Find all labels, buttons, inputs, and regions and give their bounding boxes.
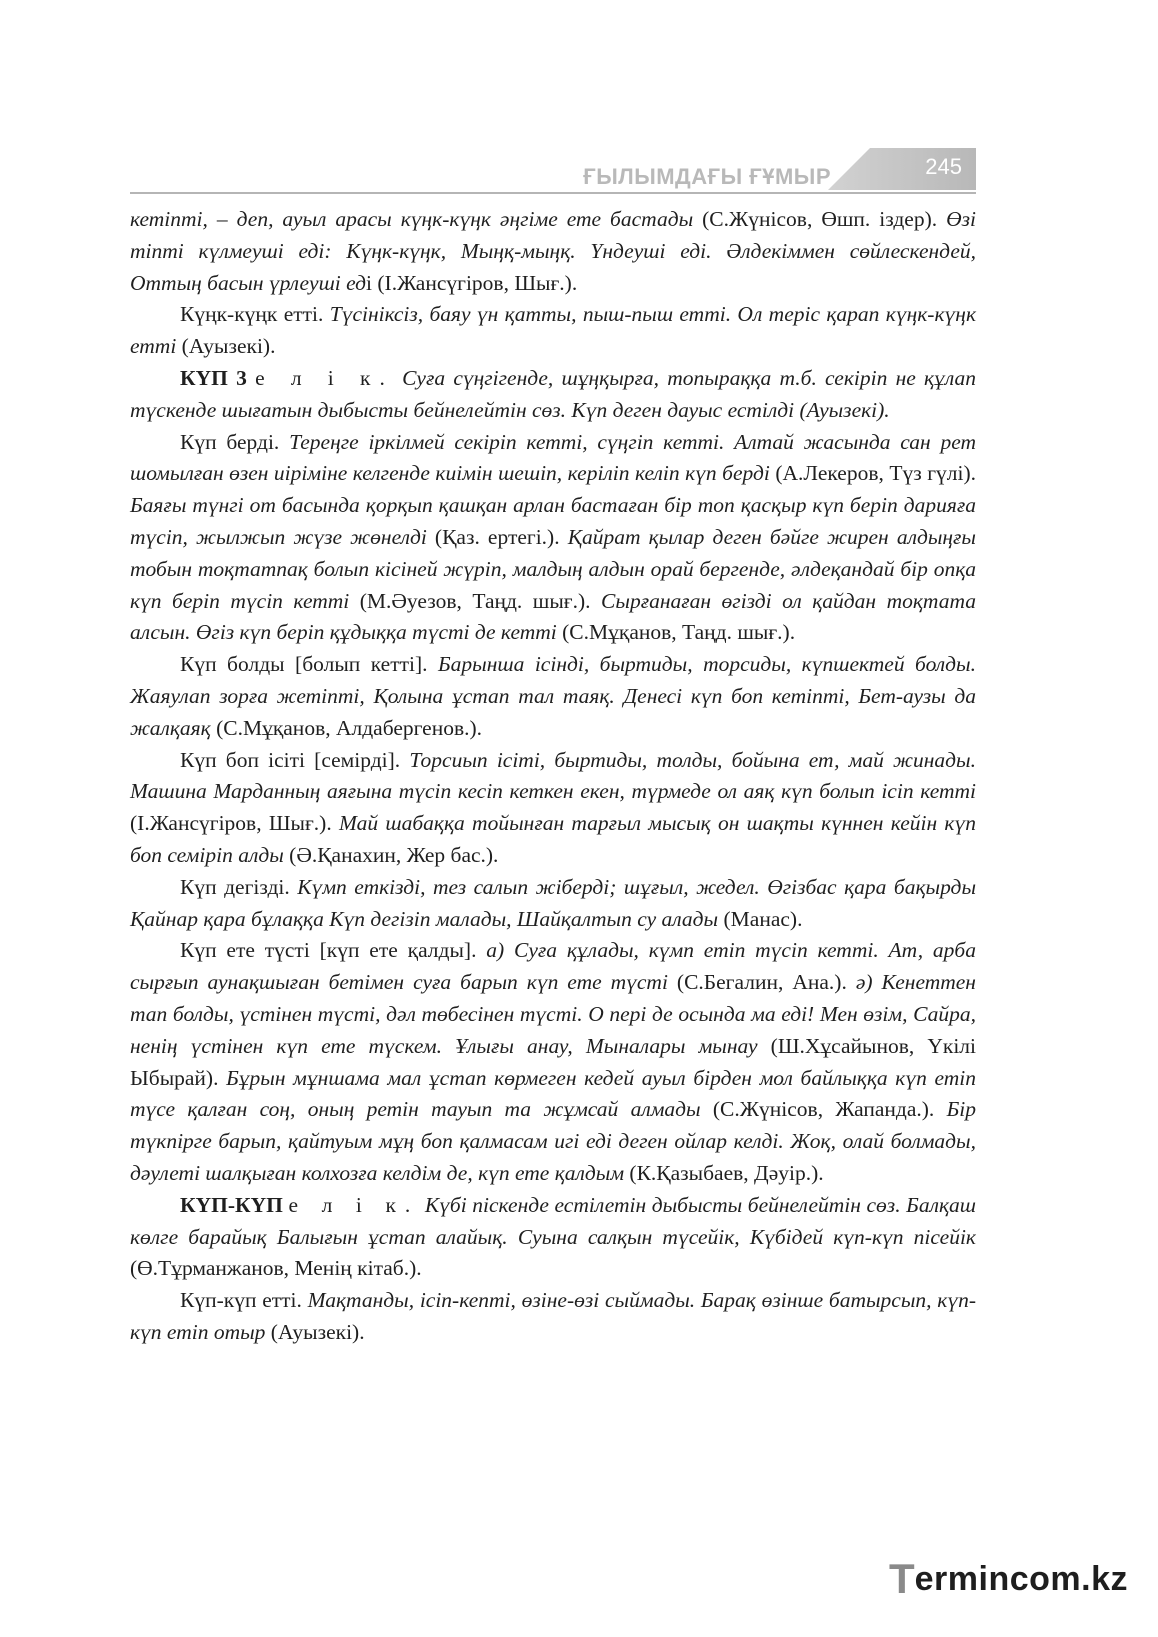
definition-text: Күбі піскенде естілетін дыбысты бейнелейтін сөз. Балқаш көлге барайық Балығын ұстап алайық. Суына салқын түсейік, Күбідей күп-күп пісейік <box>130 1192 976 1249</box>
source-text: Күп-күп етті. <box>180 1288 308 1313</box>
source-text: (Ә.Қанахин, Жер бас.). <box>283 842 499 867</box>
source-text: (Қаз. ертегі.). <box>426 524 568 549</box>
source-text: (Ауызекі). <box>176 334 276 359</box>
source-text: (М.Әуезов, Таңд. шығ.). <box>349 588 602 613</box>
source-text: Күңк-күңк етті. <box>180 302 330 327</box>
dictionary-text <box>130 204 976 1349</box>
definition-text: ә) Кенеттен тап болды, үстінен түсті, дәл төбесінен түсті. О пері де осында ма еді! Мен өзім, Сайра, ненің үстінен күп ете түскем. Ұлығы анау, Мыналары мынау <box>130 970 976 1058</box>
source-text: (С.Жүнісов, Жапанда.). <box>700 1097 947 1122</box>
source-text: (І.Жансүгіров, Шығ.). <box>130 811 339 836</box>
source-text <box>394 366 402 390</box>
source-text: і (І.Жансүгіров, Шығ.). <box>366 270 578 295</box>
headword: КҮП 3 <box>180 365 247 390</box>
page-header <box>130 148 976 196</box>
page-number: 245 <box>925 154 962 179</box>
definition-text: а) Суға құлады, күмп етіп түсіп кетті. Ат, арба сырғып аунақшыған бетімен суға барып күп ете түсті <box>130 938 976 995</box>
watermark-text: ermincom.kz <box>914 1559 1128 1598</box>
definition-text: Торсиып ісіті, быртиды, толды, бойына ет, май жинады. Машина Марданның аяғына түсіп кесіп кеткен екен, түрмеде ол аяқ күп болып ісіп кетті <box>130 747 976 804</box>
site-watermark <box>889 1557 1128 1601</box>
entry-paragraph <box>130 204 976 299</box>
source-text: (С.Жүнісов, Өшп. іздер). <box>693 207 947 231</box>
entry-paragraph <box>130 1285 976 1349</box>
entry-paragraph <box>130 872 976 936</box>
header-rule <box>130 192 976 194</box>
source-text: (С.Мұқанов, Алдабергенов.). <box>210 715 483 740</box>
part-of-speech: е л і к. <box>255 365 394 390</box>
definition-text: Барынша ісінді, быртиды, торсиды, күпшектей болды. Жаяулап зорға жетіпті, Қолына ұстап тал таяқ. Денесі күп боп кетіпті, Бет-аузы да жалқаяқ <box>130 652 976 740</box>
source-text: (А.Лекеров, Түз гүлі). <box>769 461 976 486</box>
source-text: (Манас). <box>718 906 803 931</box>
definition-text: Май шабаққа тойынған тарғыл мысық он шақты күннен кейін күп боп семіріп алды <box>130 811 976 867</box>
source-text: (Ш.Хұсайынов, Үкілі Ыбырай). <box>130 1033 977 1090</box>
definition-text: Суға сүңгігенде, шұңқырға, топыраққа т.б. секіріп не құлап түскенде шығатын дыбысты бейнелейтін сөз. Күп деген дауыс естілді (Ауызекі). <box>130 365 976 422</box>
headword: КҮП-КҮП <box>180 1192 283 1217</box>
source-text: Күп боп ісіті [семірді]. <box>180 747 410 772</box>
definition-text: Бұрын мұншама мал ұстап көрмеген кедей ауыл бірден мол байлыққа күп етіп түсе қалған соң, оның ретін тауып та жұмсай алмады <box>130 1065 977 1122</box>
source-text <box>247 366 255 390</box>
definition-text: Қайрат қылар деген бәйге жирен алдыңғы тобын тоқтатпақ болып кісіней жүріп, малдың алдын орай бергенде, әлдеқандай бір опқа күп беріп түсіп кетті <box>130 524 976 613</box>
source-text: (К.Қазыбаев, Дәуір.). <box>624 1160 824 1185</box>
definition-text: Күмп еткізді, тез салып жіберді; шұғыл, жедел. Өгізбас қара бақырды Қайнар қара бұлаққа Күп дегізіп малады, Шайқалтып су алады <box>130 874 976 931</box>
definition-text: кетіпті, – деп, ауыл арасы күңк-күңк әңгіме ете бастады <box>130 207 694 231</box>
definition-text: Бір түкпірге барып, қайтуым мұң боп қалмасам игі еді деген ойлар келді. Жоқ, олай болмады, дәулеті шалқыған колхозға келдім де, күп ете қалдым <box>130 1097 976 1185</box>
source-text: (Ө.Тұрманжанов, Менің кітаб.). <box>130 1256 422 1281</box>
entry-paragraph <box>130 299 976 363</box>
definition-text: Тереңге іркілмей секіріп кетті, сүңгіп кетті. Алтай жасында сан рет шомылған өзен иіріміне келгенде киімін шешіп, керіліп келіп күп берді <box>130 429 976 486</box>
running-title: ҒЫЛЫМДАҒЫ ҒҰМЫР <box>583 164 831 189</box>
source-text: Күп болды [болып кетті]. <box>180 652 438 677</box>
source-text: Күп дегізді. <box>180 874 298 899</box>
entry-paragraph <box>130 935 976 1189</box>
entry-paragraph <box>130 745 976 872</box>
source-text: (С.Бегалин, Ана.). <box>667 970 856 995</box>
entry-paragraph <box>130 649 976 744</box>
definition-text: Сырғанаған өгізді ол қайдан тоқтата алсын. Өгіз күп беріп құдыққа түсті де кетті <box>130 588 976 645</box>
source-text: (С.Мұқанов, Таңд. шығ.). <box>556 620 796 645</box>
part-of-speech: е л і к. <box>288 1192 420 1217</box>
entry-paragraph <box>130 1190 976 1285</box>
definition-text: Мақтанды, ісіп-кепті, өзіне-өзі сыймады. Барақ өзінше батырсып, күп-күп етіп отыр <box>130 1288 976 1344</box>
source-text: Күп ете түсті [күп ете қалды]. <box>180 938 487 963</box>
source-text: Күп берді. <box>180 429 290 454</box>
definition-text: Өзі тіпті күлмеуші еді: Күңк-күңк, Мыңқ-мыңқ. Үндеуші еді. Әлдекіммен сөйлескендей, Оттың басын үрлеуші ед <box>130 207 976 295</box>
definition-text: Түсініксіз, баяу үн қатты, пыш-пыш етті. Ол теріс қарап күңк-күңк етті <box>130 302 977 359</box>
page-number-tab <box>828 148 976 190</box>
entry-paragraph <box>130 363 976 427</box>
watermark-logo-letter: T <box>888 1555 915 1602</box>
entry-paragraph <box>130 427 976 650</box>
definition-text: Баяғы түнгі от басында қорқып қашқан арлан бастаған бір топ қасқыр күп беріп дарияға түсіп, жылжып жүзе жөнелді <box>130 493 976 549</box>
source-text: (Ауызекі). <box>265 1319 365 1344</box>
